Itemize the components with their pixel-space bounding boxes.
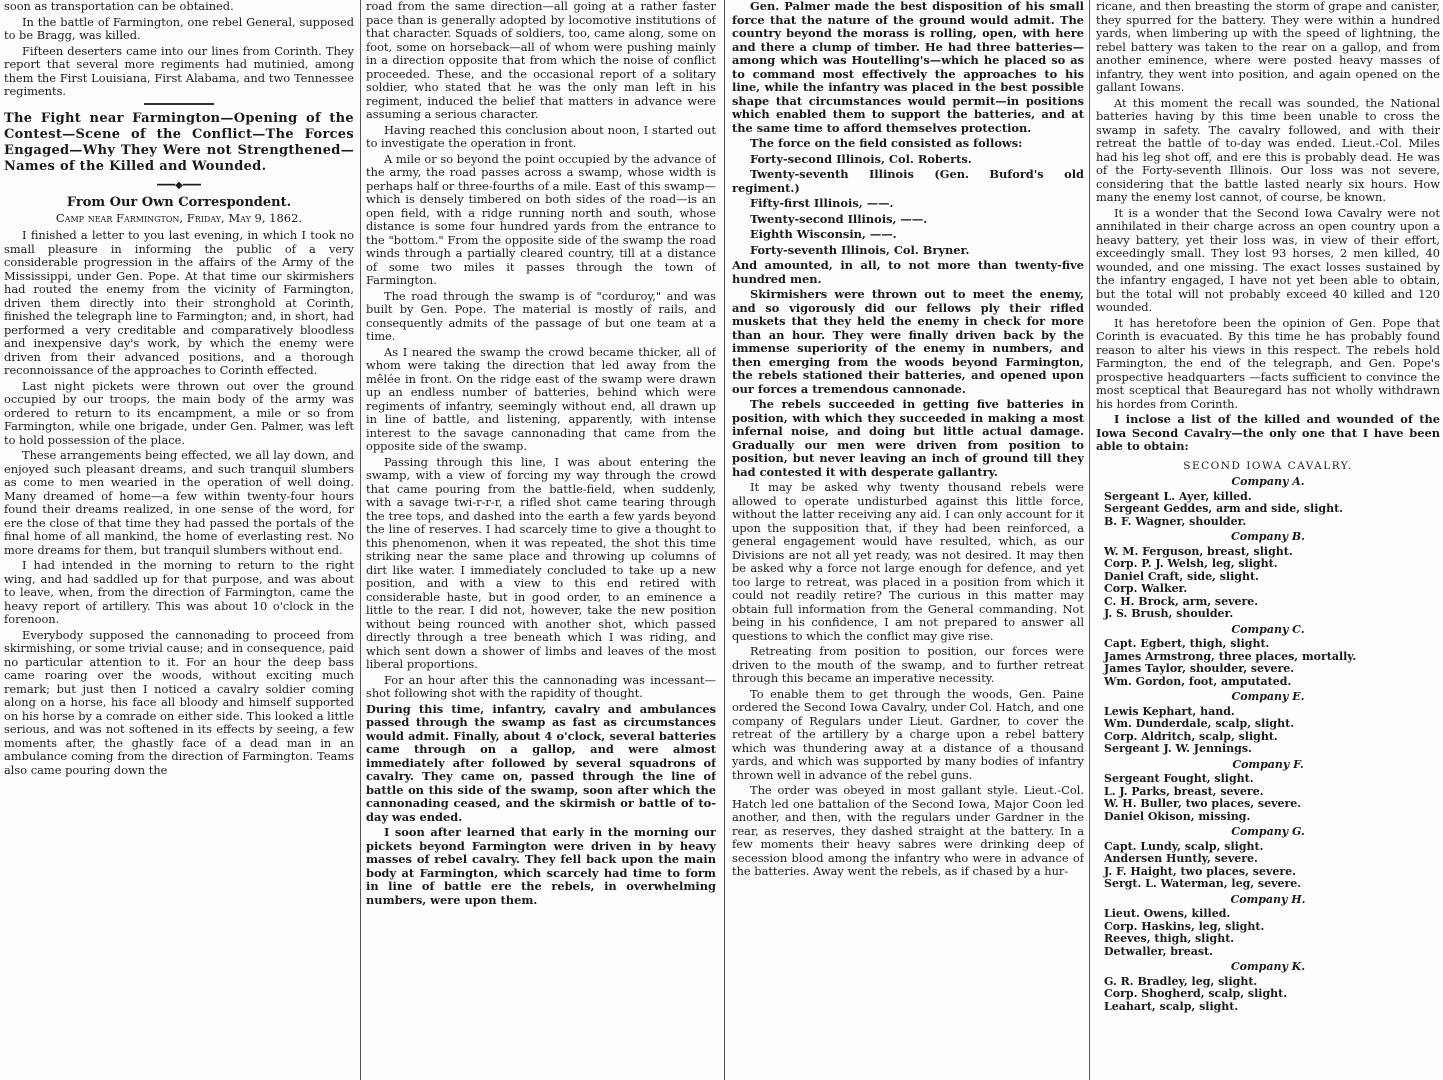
casualty-entry: J. S. Brush, shoulder.: [1104, 607, 1234, 620]
casualty-entry: Leahart, scalp, slight.: [1104, 999, 1239, 1013]
casualty-entry: Sergt. L. Waterman, leg, severe.: [1104, 877, 1302, 890]
column-1: [4, 0, 354, 1080]
paragraph: Last night pickets were thrown out over the ground occupied by our troops, the main body of the army was ordered to return to its encampment, a mile or so from Farmington, while one brigade, under Gen. Palmer, was left to hold possession of the place.: [4, 378, 354, 447]
casualty-entry: Reeves, thigh, slight.: [1104, 932, 1235, 945]
casualty-entry: Corp. Aldritch, scalp, slight.: [1104, 729, 1278, 743]
paragraph: It is a wonder that the Second Iowa Cavalry were not annihilated in their charge across an open country upon a heavy battery, yet their loss was, in view of their effort, exceedingly small. They lost 93 horses, 2 men killed, 40 wounded, and one missing. The exact losses sustained by the infantry engaged, I have not yet been able to obtain, but the total will not probably exceed 40 killed and 120 wounded.: [1096, 205, 1440, 314]
company-section: [1096, 623, 1440, 689]
ornament-divider-icon: ━━━◆━━━: [157, 179, 201, 191]
casualty-entry: W. H. Buller, two places, severe.: [1104, 797, 1302, 810]
casualty-entry: James Armstrong, three places, mortally.: [1104, 649, 1357, 663]
paragraph: As I neared the swamp the crowd became thicker, all of whom were taking the direction that led away from the mêlée in front. On the ridge east of the swamp were drawn up an endless number of batteries, behind which were regiments of infantry, seemingly without end, all drawn up in line of battle, and listening, apparently, with intense interest to the savage cannonading that came from the opposite side of the swamp.: [366, 344, 716, 453]
company-heading: Company H.: [1230, 892, 1306, 906]
paragraph: Skirmishers were thrown out to meet the enemy, and so vigorously did our fellows ply their rifled muskets that they held the enemy in check for more than an hour. They were finally driven back by the immense superiority of the enemy in numbers, and then emerging from the woods beyond Farmington, the rebels stationed their batteries, and opened upon our forces a tremendous cannonade.: [732, 287, 1084, 396]
byline: From Our Own Correspondent.: [66, 195, 292, 210]
column-3: [732, 0, 1084, 1080]
company-heading: Company G.: [1231, 825, 1305, 838]
casualty-entry: Corp. Walker.: [1104, 582, 1188, 595]
force-item: Eighth Wisconsin, ——.: [750, 227, 897, 241]
paragraph: The rebels succeeded in getting five batteries in position, with which they succeeded in making a most infernal noise, and doing but little actual damage. Gradually our men were driven from position to position, but never leaving an inch of ground till they had contested it with desperate gallantry.: [732, 397, 1084, 479]
company-heading: Company B.: [1231, 530, 1305, 543]
company-section: [1096, 475, 1440, 528]
company-heading: Company C.: [1231, 622, 1305, 636]
column-divider: [724, 0, 725, 1080]
separator-rule: [144, 103, 214, 105]
paragraph: At this moment the recall was sounded, the National batteries having by this time been unable to cross the swamp in safety. The cavalry followed, and with their retreat the battle of to-day was ended. Lieut.-Col. Miles had his leg shot off, and ere this is probably dead. He was of the Forty-seventh Illinois. Our loss was not severe, considering that the battle lasted nearly six hours. How many the enemy lost cannot, of course, be known.: [1096, 95, 1440, 204]
force-item: Forty-second Illinois, Col. Roberts.: [750, 151, 972, 166]
casualty-entry: Daniel Okison, missing.: [1104, 809, 1251, 823]
force-item: Twenty-second Illinois, ——.: [750, 211, 928, 226]
casualty-entry: B. F. Wagner, shoulder.: [1104, 514, 1247, 528]
paragraph: The order was obeyed in most gallant style. Lieut.-Col. Hatch led one battalion of the Second Iowa, Major Coon led another, and then, with the regulars under Gardner in the rear, as reserves, they dashed straight at the battery. In a few moments their heavy sabres were drinking deep of secession blood among the infantry who were in advance of the batteries. Away went the rebels, as if chased by a hur-: [732, 783, 1084, 878]
company-heading: Company K.: [1230, 960, 1306, 973]
paragraph: Passing through this line, I was about entering the swamp, with a view of forcing my way through the crowd that came pouring from the battle-field, when suddenly, with a savage twi-r-r-r, a rifled shot came tearing through the tree tops, and dashed into the earth a few yards beyond the line of reserves. I had scarcely time to give a thought to this phenomenon, when it was repeated, the shot this time striking near the same place and throwing up columns of dirt like water. I immediately concluded to take up a new position, and with a view to this end retired with considerable haste, but in good order, to an eminence a little to the rear. I did not, however, take the new position without being rounced with another shot, which passed directly through a tree beneath which I was riding, and which sent down a shower of limbs and leaves of the most liberal proportions.: [366, 454, 716, 671]
paragraph: I soon after learned that early in the morning our pickets beyond Farmington were driven in by heavy masses of rebel cavalry. They fell back upon the main body at Farmington, which scarcely had time to form in line of battle ere the rebels, in overwhelming numbers, were upon them.: [366, 825, 716, 907]
company-section: [1096, 960, 1440, 1013]
company-section: [1096, 690, 1440, 756]
casualty-entry: Wm. Gordon, foot, amputated.: [1104, 674, 1292, 688]
article-headline: The Fight near Farmington—Opening of the Contest—Scene of the Conflict—The Forces Engaged—Why They Were not Strengthened—Names of the Killed and Wounded.: [4, 110, 354, 174]
company-section: [1096, 530, 1440, 621]
paragraph: To enable them to get through the woods, Gen. Paine ordered the Second Iowa Cavalry, under Col. Hatch, and one company of Regulars under Lieut. Gardner, to cover the retreat of the artillery by a charge upon a rebel battery which was thundering away at a distance of a thousand yards, and which was supported by many bodies of infantry thrown well in advance of the rebel guns.: [732, 686, 1084, 782]
casualty-entry: Corp. Shogherd, scalp, slight.: [1104, 987, 1288, 1000]
company-section: [1096, 893, 1440, 959]
column-divider: [1089, 0, 1090, 1080]
force-item: Twenty-seventh Illinois (Gen. Buford's old regiment.): [732, 167, 1084, 195]
paragraph: And amounted, in all, to not more than twenty-five hundred men.: [732, 258, 1084, 286]
company-section: [1096, 758, 1440, 824]
casualty-entry: Capt. Lundy, scalp, slight.: [1104, 839, 1264, 853]
casualty-entry: G. R. Bradley, leg, slight.: [1104, 974, 1258, 988]
paragraph: road from the same direction—all going at a rather faster pace than is generally adopted by locomotive institutions of that character. Squads of soldiers, too, came along, some on foot, some on horseback—all of whom were pushing mainly in a direction opposite that from which the noise of conflict proceeded. These, and the occasional report of a solitary soldier, who stated that he was the only man left in his regiment, induced the belief that matters in advance were assuming a serious character.: [366, 0, 716, 121]
paragraph: soon as transportation can be obtained.: [4, 0, 234, 13]
casualty-entry: Sergeant J. W. Jennings.: [1104, 742, 1252, 755]
paragraph: In the battle of Farmington, one rebel General, supposed to be Bragg, was killed.: [4, 14, 354, 42]
casualty-entry: W. M. Ferguson, breast, slight.: [1104, 544, 1293, 558]
casualty-entry: James Taylor, shoulder, severe.: [1104, 662, 1295, 675]
paragraph: During this time, infantry, cavalry and ambulances passed through the swamp as fast as circumstances would admit. Finally, about 4 o'clock, several batteries came through on a gallop, and were almost immediately after followed by several squadrons of cavalry. They came on, passed through the line of battle on this side of the swamp, soon after which the cannonading ceased, and the skirmish or battle of to-day was ended.: [366, 701, 716, 824]
company-heading: Company E.: [1231, 690, 1305, 703]
casualty-entry: C. H. Brock, arm, severe.: [1104, 594, 1259, 608]
paragraph: Having reached this conclusion about noon, I started out to investigate the operation in front.: [366, 122, 716, 150]
force-item: Fifty-first Illinois, ——.: [750, 196, 894, 210]
casualty-entry: L. J. Parks, breast, severe.: [1104, 784, 1264, 798]
force-list: [732, 153, 1084, 258]
paragraph: Fifteen deserters came into our lines from Corinth. They report that several more regiments had mutinied, among them the First Louisiana, First Alabama, and two Tennessee regiments.: [4, 43, 354, 98]
casualty-entry: Corp. P. J. Welsh, leg, slight.: [1104, 557, 1278, 570]
paragraph: It may be asked why twenty thousand rebels were allowed to operate undisturbed against this little force, without the latter receiving any aid. I can only account for it upon the supposition that, if they had been reinforced, a general engagement would have resulted, which, as our Divisions are not all yet ready, was not desired. It may then be asked why a force not large enough for defence, and yet too large to retreat, was placed in a position from which it could not readily retire? The curious in this matter may obtain full information from the General commanding. Not being in his confidence, I am not prepared to answer all questions to which the conflict may give rise.: [732, 480, 1084, 643]
dateline: Camp near Farmington, Friday, May 9, 1862.: [55, 210, 303, 225]
casualty-entry: Andersen Huntly, severe.: [1104, 852, 1258, 865]
paragraph: Gen. Palmer made the best disposition of his small force that the nature of the ground would admit. The country beyond the morass is rolling, open, with here and there a clump of timber. He had three batteries—among which was Houtelling's—which he placed so as to command most effectively the approaches to his line, while the infantry was placed in the best possible shape that circumstances would permit—in positions which enabled them to support the batteries, and at the same time to afford themselves protection.: [732, 0, 1084, 135]
casualty-entry: Wm. Dunderdale, scalp, slight.: [1104, 717, 1295, 730]
paragraph: A mile or so beyond the point occupied by the advance of the army, the road passes across a swamp, whose width is perhaps half or three-fourths of a mile. East of this swamp—which is densely timbered on both sides of the road—is an open field, with a ridge running north and south, whose distance is some four hundred yards from the entrance to the "bottom." From the opposite side of the swamp the road winds through a partially cleared country, till at a distance of some two miles it passes through the town of Farmington.: [366, 151, 716, 287]
paragraph: I finished a letter to you last evening, in which I took no small pleasure in informing the public of a very considerable progression in the affairs of the Army of the Mississippi, under Gen. Pope. At that time our skirmishers had routed the enemy from the vicinity of Farmington, driven them directly into their stronghold at Corinth, finished the telegraph line to Farmington; and, in short, had performed a very creditable and comparatively bloodless and inexpensive day's work, by which the enemy were driven from their advanced positions, and a thorough reconnoissance of the approaches to Corinth effected.: [4, 228, 354, 377]
company-heading: Company A.: [1231, 475, 1305, 488]
casualty-entry: Daniel Craft, side, slight.: [1104, 569, 1259, 583]
column-2: [366, 0, 716, 1080]
casualty-entry: Sergeant L. Ayer, killed.: [1104, 489, 1252, 503]
paragraph: For an hour after this the cannonading was incessant—shot following shot with the rapidity of thought.: [366, 672, 716, 700]
paragraph: ricane, and then breasting the storm of grape and canister, they spurred for the battery. They were within a hundred yards, when limbering up with the speed of lightning, the rebel battery was taken to the rear on a gallop, and from another eminence, where were posted heavy masses of infantry, they went into position, and again opened on the gallant Iowans.: [1096, 0, 1440, 94]
casualty-entry: J. F. Haight, two places, severe.: [1104, 864, 1296, 878]
company-section: [1096, 825, 1440, 891]
column-4: [1096, 0, 1440, 1080]
company-heading: Company F.: [1232, 757, 1304, 771]
paragraph: It has heretofore been the opinion of Gen. Pope that Corinth is evacuated. By this time he has probably found reason to alter his views in this respect. The rebels hold Farmington, the end of the telegraph, and Gen. Pope's prospective headquarters —facts sufficient to convince the most sceptical that Beauregard has not wholly withdrawn his hordes from Corinth.: [1096, 315, 1440, 411]
paragraph: I inclose a list of the killed and wounded of the Iowa Second Cavalry—the only one that I have been able to obtain:: [1096, 412, 1440, 453]
paragraph: Everybody supposed the cannonading to proceed from skirmishing, or some trivial cause; and in consequence, paid no particular attention to it. For an hour the deep bass came roaring over the woods, without exciting much remark; but just then I noticed a cavalry soldier coming along on a horse, his face all bloody and himself supported on his horse by a comrade on either side. This looked a little serious, and was not softened in its effects by seeing, a few moments after, the ghastly face of a dead man in an ambulance coming from the direction of Farmington. Teams also came pouring down the: [4, 627, 354, 777]
paragraph: I had intended in the morning to return to the right wing, and had saddled up for that purpose, and was about to leave, when, from the direction of Farmington, came the heavy report of artillery. This was about 10 o'clock in the forenoon.: [4, 558, 354, 626]
paragraph: The road through the swamp is of "corduroy," and was built by Gen. Pope. The material is mostly of rails, and consequently admits of the passage of but one team at a time.: [366, 288, 716, 343]
casualty-entry: Detwaller, breast.: [1104, 944, 1213, 958]
paragraph: Retreating from position to position, our forces were driven to the mouth of the swamp, and to further retreat through this became an imperative necessity.: [732, 644, 1084, 685]
casualty-entry: Lieut. Owens, killed.: [1104, 907, 1231, 920]
casualty-entry: Sergeant Fought, slight.: [1104, 772, 1254, 785]
casualty-entry: Corp. Haskins, leg, slight.: [1104, 919, 1265, 933]
casualty-entry: Sergeant Geddes, arm and side, slight.: [1104, 502, 1343, 515]
casualty-list-title: SECOND IOWA CAVALRY.: [1183, 459, 1353, 472]
column-divider: [360, 0, 361, 1080]
casualty-entry: Capt. Egbert, thigh, slight.: [1104, 637, 1270, 650]
paragraph: The force on the field consisted as follows:: [750, 136, 1023, 150]
casualty-entry: Lewis Kephart, hand.: [1104, 704, 1235, 718]
force-item: Forty-seventh Illinois, Col. Bryner.: [750, 242, 970, 257]
paragraph: These arrangements being effected, we all lay down, and enjoyed such pleasant dreams, and such tranquil slumbers as come to men wearied in the operation of well doing. Many dreamed of home—a few within twenty-four hours found their dreams realized, in one sense of the word, for ere the close of that time they had passed the portals of the final home of all mankind, the home of everlasting rest. No more dreams for them, but tranquil slumbers without end.: [4, 448, 354, 557]
